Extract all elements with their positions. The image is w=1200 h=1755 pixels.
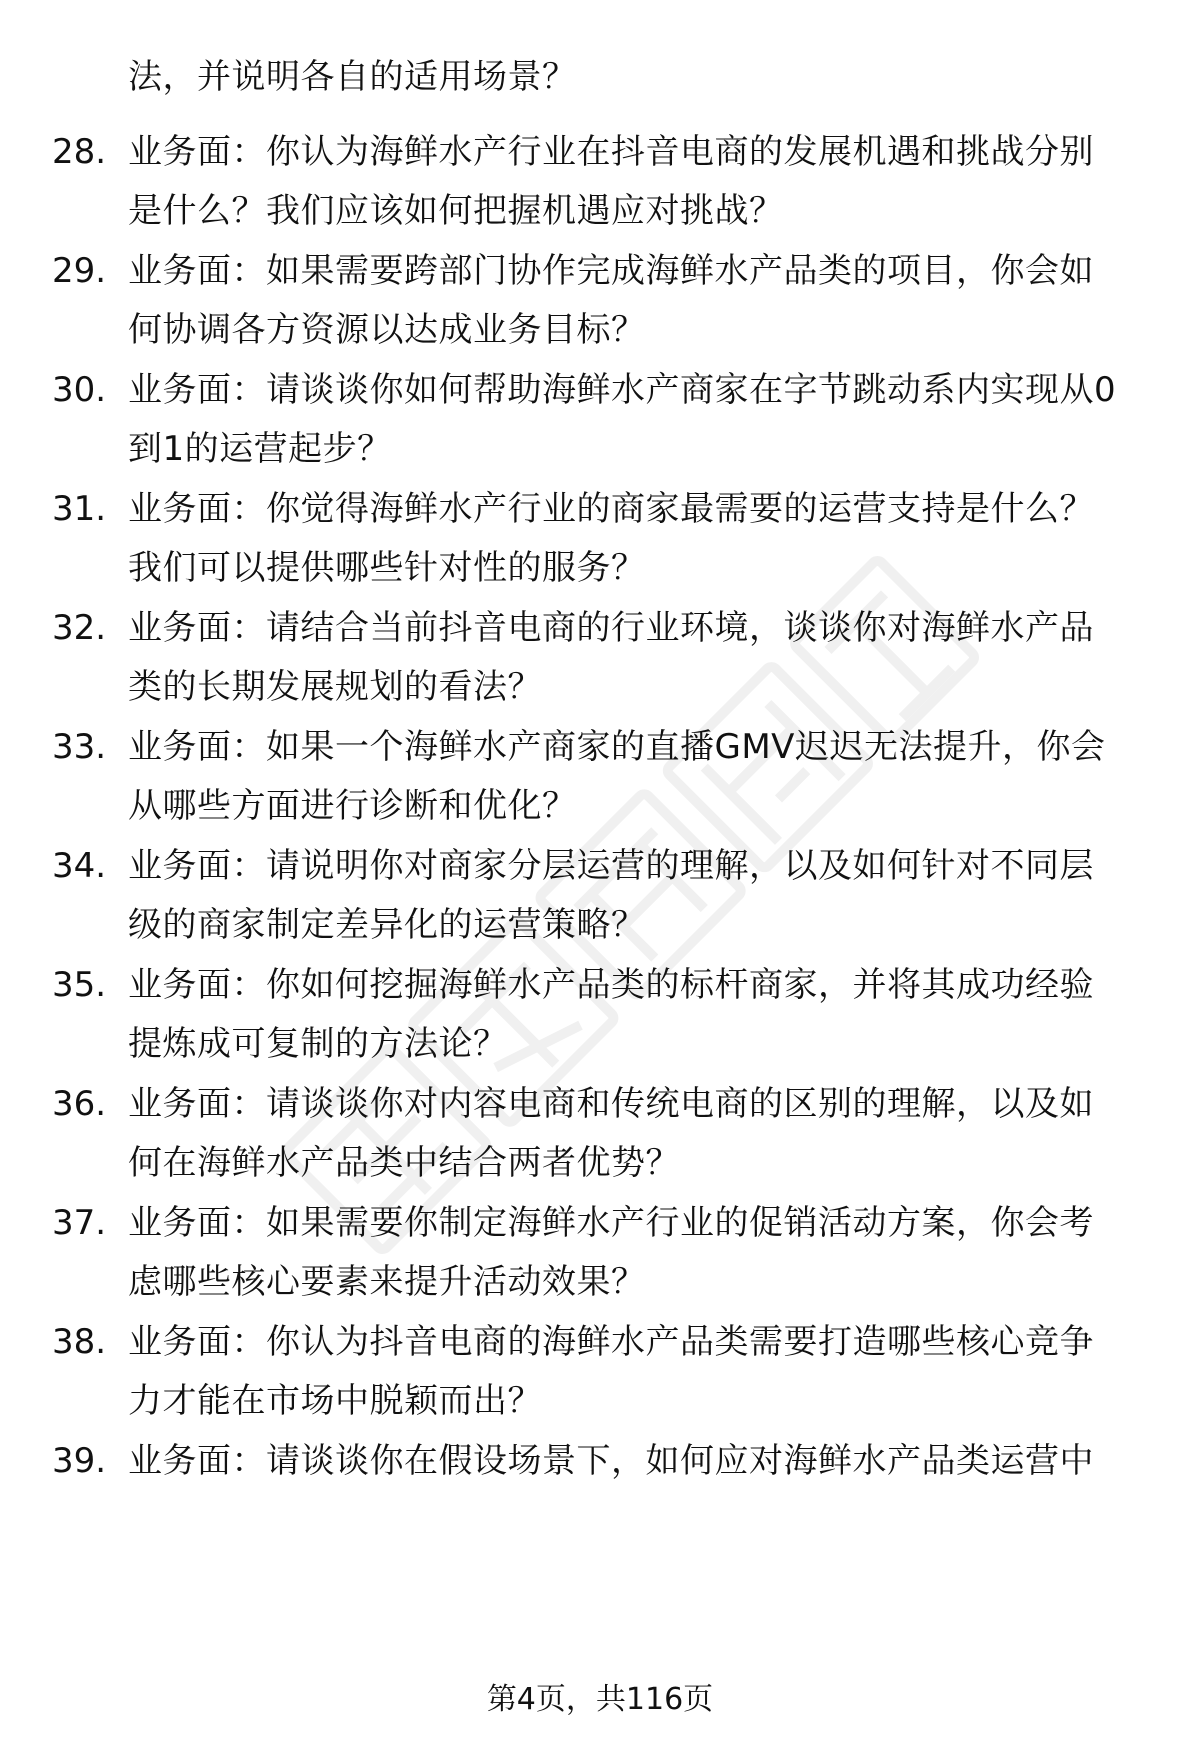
question-text-line2: 我们可以提供哪些针对性的服务？	[128, 548, 646, 588]
question-text-line2: 何协调各方资源以达成业务目标？	[128, 310, 646, 350]
question-text-line2: 虑哪些核心要素来提升活动效果？	[128, 1262, 646, 1302]
question-number: 28.	[52, 132, 107, 172]
question-number: 32.	[52, 608, 107, 648]
question-text-line1: 业务面：如果一个海鲜水产商家的直播GMV迟迟无法提升，你会	[128, 727, 1106, 767]
page-footer: 第4页，共116页	[486, 1682, 714, 1717]
question-text-line2: 是什么？我们应该如何把握机遇应对挑战？	[128, 191, 784, 231]
question-text-line2: 从哪些方面进行诊断和优化？	[128, 786, 577, 826]
question-text-line1: 业务面：你认为抖音电商的海鲜水产品类需要打造哪些核心竞争	[128, 1322, 1094, 1362]
question-number: 30.	[52, 370, 107, 410]
question-text-line2: 到1的运营起步？	[128, 429, 392, 469]
question-text-line2: 类的长期发展规划的看法？	[128, 667, 542, 707]
question-text-line2: 何在海鲜水产品类中结合两者优势？	[128, 1143, 680, 1183]
continuation-text: 法，并说明各自的适用场景？	[128, 57, 577, 97]
question-text-line1: 业务面：你认为海鲜水产行业在抖音电商的发展机遇和挑战分别	[128, 132, 1094, 172]
question-text-line2: 提炼成可复制的方法论？	[128, 1024, 508, 1064]
question-text-line2: 级的商家制定差异化的运营策略？	[128, 905, 646, 945]
question-number: 29.	[52, 251, 107, 291]
question-text-line1: 业务面：请结合当前抖音电商的行业环境，谈谈你对海鲜水产品	[128, 608, 1094, 648]
question-number: 37.	[52, 1203, 107, 1243]
question-number: 31.	[52, 489, 107, 529]
question-text-line1: 业务面：请谈谈你在假设场景下，如何应对海鲜水产品类运营中	[128, 1441, 1094, 1481]
question-text-line1: 业务面：请谈谈你对内容电商和传统电商的区别的理解，以及如	[128, 1084, 1094, 1124]
question-number: 38.	[52, 1322, 107, 1362]
question-number: 35.	[52, 965, 107, 1005]
question-text-line1: 业务面：请谈谈你如何帮助海鲜水产商家在字节跳动系内实现从0	[128, 370, 1117, 410]
question-text-line1: 业务面：如果需要跨部门协作完成海鲜水产品类的项目，你会如	[128, 251, 1094, 291]
question-number: 34.	[52, 846, 107, 886]
question-number: 39.	[52, 1441, 107, 1481]
question-text-line1: 业务面：请说明你对商家分层运营的理解，以及如何针对不同层	[128, 846, 1094, 886]
question-text-line2: 力才能在市场中脱颖而出？	[128, 1381, 542, 1421]
question-number: 36.	[52, 1084, 107, 1124]
question-text-line1: 业务面：如果需要你制定海鲜水产行业的促销活动方案，你会考	[128, 1203, 1094, 1243]
question-number: 33.	[52, 727, 107, 767]
question-text-line1: 业务面：你觉得海鲜水产行业的商家最需要的运营支持是什么？	[128, 489, 1094, 529]
question-text-line1: 业务面：你如何挖掘海鲜水产品类的标杆商家，并将其成功经验	[128, 965, 1094, 1005]
